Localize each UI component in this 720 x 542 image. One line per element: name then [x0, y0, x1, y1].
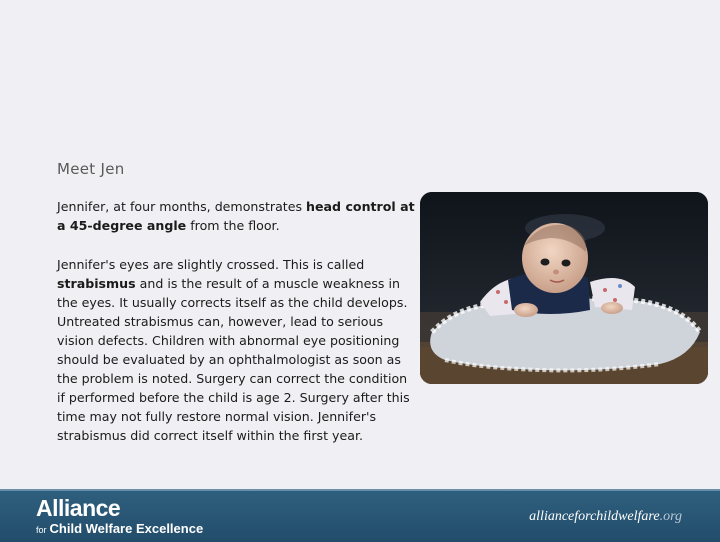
p2-text-end: and is the result of a muscle weakness in the eyes. It usually corrects itself as the child develops. Untreated strabismus can, however, lead to serious vision defects. Children with abnormal eye positioning should be evaluated by an ophthalmologist as soon as the problem is noted. Surgery can correct the condition if performed before the child is age 2. Surgery after this time may not fully restore normal vision. Jennifer's strabismus did correct itself within the first year.: [57, 276, 410, 443]
p1-bold-text: head control at a 45-degree angle: [57, 199, 415, 233]
logo-org-name: Child Welfare Excellence: [49, 521, 204, 536]
baby-photo: [420, 192, 708, 384]
logo-for-text: for: [36, 525, 47, 535]
paragraph-strabismus: [57, 255, 417, 445]
slide-title: Meet Jen: [57, 160, 125, 178]
website-url[interactable]: [529, 509, 682, 525]
paragraph-head-control: [57, 197, 417, 235]
p1-text: Jennifer, at four months, demonstrates: [57, 199, 307, 214]
footer-bar: [0, 489, 720, 542]
website-tld: .org: [659, 509, 682, 524]
website-main: allianceforchildwelfare: [529, 509, 660, 524]
baby-photo-illustration: [420, 192, 708, 384]
p2-bold-text: strabismus: [57, 276, 136, 291]
alliance-logo-title: Alliance: [36, 495, 121, 521]
alliance-logo-subtitle: [36, 521, 203, 536]
p2-text: Jennifer's eyes are slightly crossed. This is called: [57, 257, 365, 272]
p1-text-end: from the floor.: [186, 218, 280, 233]
